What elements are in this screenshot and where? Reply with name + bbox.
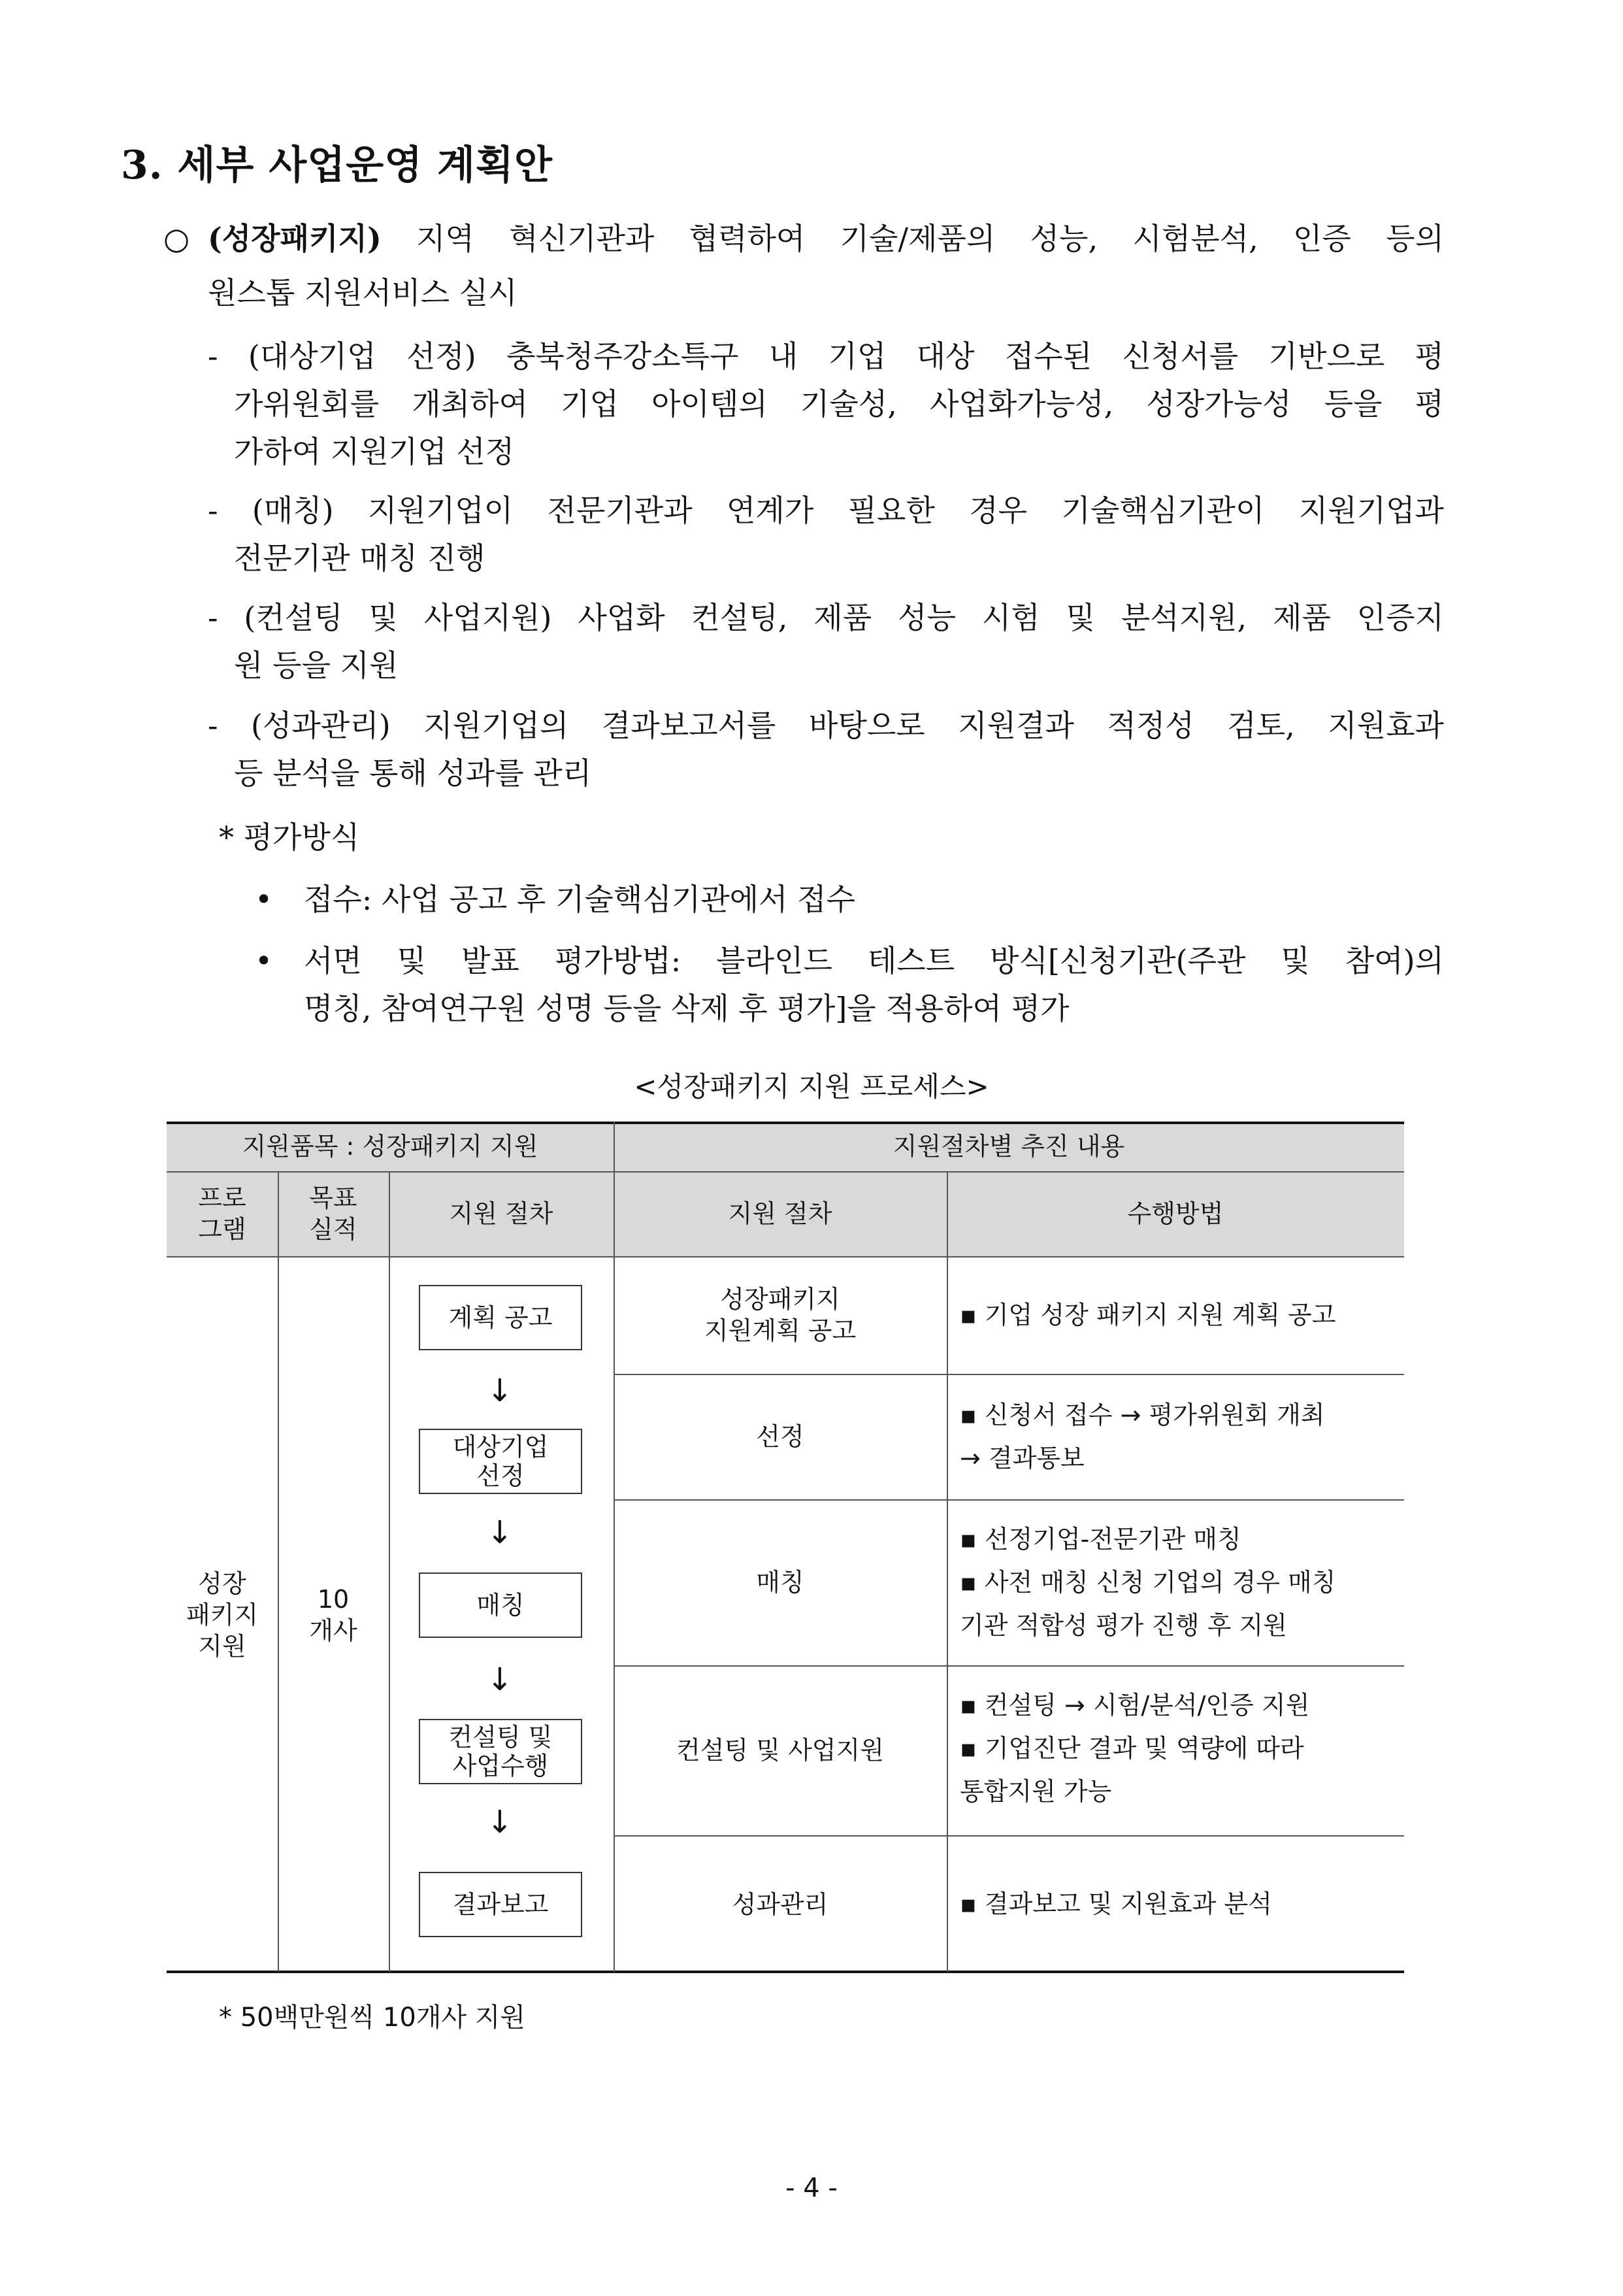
flow-step-4: 컨설팅 및 사업수행 — [419, 1719, 582, 1784]
col-program: 프로 그램 — [167, 1171, 278, 1256]
col-divider-4 — [947, 1171, 948, 1972]
item-1-line-3: 가하여 지원기업 선정 — [234, 434, 515, 469]
col-divider-2 — [389, 1171, 390, 1972]
step-cell-2: 선정 — [756, 1422, 804, 1451]
col-method: 수행방법 — [947, 1171, 1404, 1256]
item-4-line-2: 등 분석을 통해 성과를 관리 — [234, 756, 592, 791]
program-cell: 성장 패키지 지원 — [186, 1569, 259, 1661]
header-right: 지원절차별 추진 내용 — [614, 1122, 1404, 1171]
process-table — [167, 1122, 1404, 1973]
flow-step-1: 계획 공고 — [419, 1285, 582, 1350]
method-4-2: ▪ 기업진단 결과 및 역량에 따라 — [960, 1734, 1304, 1763]
item-1-line-1: - (대상기업 선정) 충북청주강소특구 내 기업 대상 접수된 신청서를 기반으로 평 — [208, 339, 1444, 374]
flow-step-3: 매칭 — [419, 1572, 582, 1638]
eval-point-2-line-2: 명칭, 참여연구원 성명 등을 삭제 후 평가]을 적용하여 평가 — [304, 991, 1070, 1026]
table-top-border — [167, 1122, 1404, 1124]
item-1-line-2: 가위원회를 개최하여 기업 아이템의 기술성, 사업화가능성, 성장가능성 등을 평 — [234, 386, 1444, 422]
method-4-1: ▪ 컨설팅 → 시험/분석/인증 지원 — [960, 1691, 1310, 1720]
eval-point-2-line-1: 서면 및 발표 평가방법: 블라인드 테스트 방식[신청기관(주관 및 참여)의 — [304, 943, 1444, 978]
method-3-3: 기관 적합성 평가 진행 후 지원 — [960, 1611, 1287, 1640]
item-2-line-1: - (매칭) 지원기업이 전문기관과 연계가 필요한 경우 기술핵심기관이 지원기업과 — [208, 493, 1444, 528]
row-divider-4 — [614, 1835, 1404, 1837]
table-header-bottom — [167, 1256, 1404, 1257]
flow-arrow-1: ↓ — [486, 1373, 514, 1409]
row-divider-1 — [614, 1374, 1404, 1375]
method-2-2: → 결과통보 — [960, 1444, 1085, 1472]
flow-arrow-4: ↓ — [486, 1804, 514, 1840]
flow-arrow-3: ↓ — [486, 1661, 514, 1698]
eval-dot-1: • — [255, 882, 273, 917]
step-cell-3: 매칭 — [756, 1568, 804, 1597]
flow-step-2: 대상기업 선정 — [419, 1429, 582, 1494]
method-4-3: 통합지원 가능 — [960, 1777, 1112, 1806]
item-4-line-1: - (성과관리) 지원기업의 결과보고서를 바탕으로 지원결과 적정성 검토, 지원효과 — [208, 708, 1444, 743]
method-1-1: ▪ 기업 성장 패키지 지원 계획 공고 — [960, 1301, 1336, 1329]
item-3-line-2: 원 등을 지원 — [234, 648, 399, 683]
step-cell-4: 컨설팅 및 사업지원 — [676, 1736, 884, 1765]
col-divider-3 — [614, 1122, 615, 1972]
method-3-2: ▪ 사전 매칭 신청 기업의 경우 매칭 — [960, 1568, 1336, 1597]
page-number: - 4 - — [785, 2173, 838, 2203]
method-3-1: ▪ 선정기업-전문기관 매칭 — [960, 1525, 1241, 1554]
item-3-line-1: - (컨설팅 및 사업지원) 사업화 컨설팅, 제품 성능 시험 및 분석지원, 제품 인증지 — [208, 600, 1444, 635]
col-target: 목표 실적 — [278, 1171, 389, 1256]
intro-line-1 — [208, 219, 1444, 258]
row-divider-2 — [614, 1499, 1404, 1501]
intro-line-2: 원스톱 지원서비스 실시 — [208, 275, 517, 310]
row-divider-3 — [614, 1665, 1404, 1667]
table-bottom-border — [167, 1971, 1404, 1973]
method-2-1: ▪ 신청서 접수 → 평가위원회 개최 — [960, 1401, 1325, 1429]
method-5-1: ▪ 결과보고 및 지원효과 분석 — [960, 1889, 1272, 1918]
table-header-divider — [167, 1171, 1404, 1173]
step-cell-5: 성과관리 — [732, 1889, 828, 1919]
flow-step-5: 결과보고 — [419, 1872, 582, 1937]
flow-arrow-2: ↓ — [486, 1514, 514, 1551]
eval-dot-2: • — [255, 943, 273, 978]
intro-label: (성장패키지) — [208, 221, 382, 256]
footnote: * 50백만원씩 10개사 지원 — [219, 2003, 526, 2033]
col-procedure: 지원 절차 — [389, 1171, 614, 1256]
table-caption: <성장패키지 지원 프로세스> — [634, 1071, 989, 1103]
step-cell-1: 성장패키지 지원계획 공고 — [704, 1285, 857, 1345]
item-2-line-2: 전문기관 매칭 진행 — [234, 541, 485, 576]
target-cell: 10 개사 — [309, 1584, 357, 1645]
intro-bullet: ○ — [163, 221, 190, 256]
col-divider-1 — [278, 1171, 279, 1972]
intro-line1-text: 지역 혁신기관과 협력하여 기술/제품의 성능, 시험분석, 인증 등의 — [416, 221, 1444, 256]
section-heading: 3. 세부 사업운영 계획안 — [121, 142, 553, 188]
eval-title: * 평가방식 — [219, 820, 360, 855]
eval-point-1: 접수: 사업 공고 후 기술핵심기관에서 접수 — [304, 882, 856, 917]
col-procedure-2: 지원 절차 — [614, 1171, 947, 1256]
header-left: 지원품목 : 성장패키지 지원 — [167, 1122, 614, 1171]
